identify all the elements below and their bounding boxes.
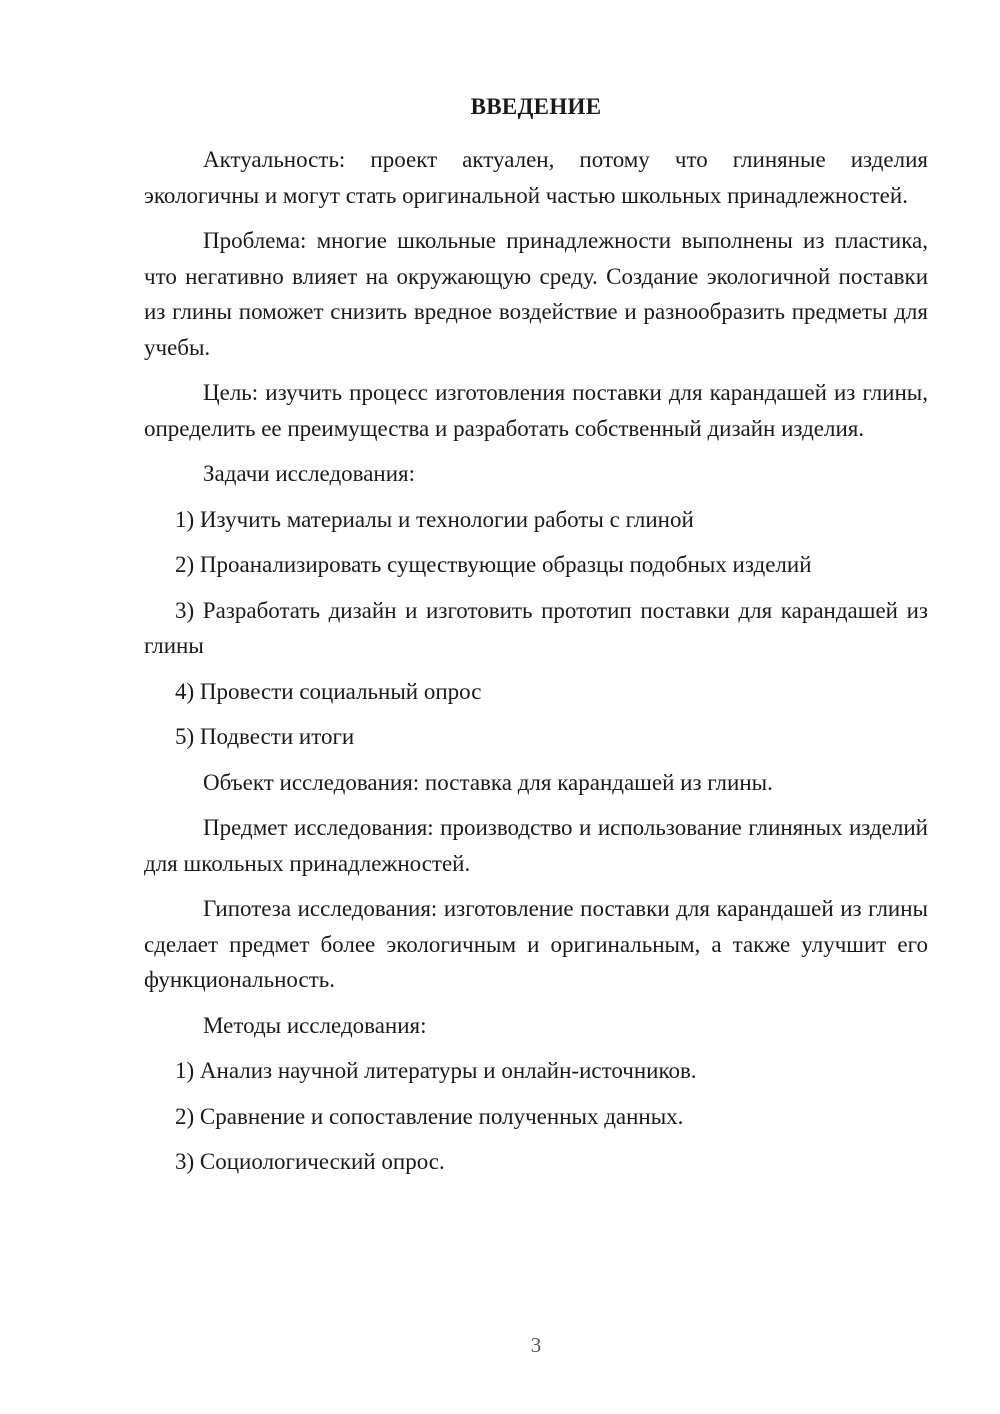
document-body — [144, 142, 928, 1190]
problem-paragraph: Проблема: многие школьные принадлежности выполнены из пластика, что негативно влияет на окружающую среду. Создание экологичной поставки из глины поможет снизить вредное воздействие и разнообразить предметы для учебы. — [144, 228, 928, 360]
relevance-paragraph: Актуальность: проект актуален, потому что глиняные изделия экологичны и могут стать оригинальной частью школьных принадлежностей. — [144, 147, 928, 208]
methods-heading: Методы исследования: — [203, 1012, 427, 1038]
research-object-paragraph: Объект исследования: поставка для карандашей из глины. — [203, 769, 773, 795]
tasks-heading: Задачи исследования: — [203, 461, 416, 486]
document-title: ВВЕДЕНИЕ — [470, 94, 602, 119]
method-item: 3) Социологический опрос. — [175, 1149, 445, 1174]
hypothesis-paragraph: Гипотеза исследования: изготовление поставки для карандашей из глины сделает предмет более экологичным и оригинальным, а также улучшит его функциональность. — [144, 896, 928, 992]
task-item: 3) Разработать дизайн и изготовить прототип поставки для карандашей из глины — [144, 597, 928, 658]
goal-paragraph: Цель: изучить процесс изготовления поставки для карандашей из глины, определить ее преимущества и разработать собственный дизайн изделия. — [144, 380, 928, 441]
task-item: 4) Провести социальный опрос — [175, 678, 482, 704]
method-item: 1) Анализ научной литературы и онлайн-источников. — [175, 1058, 697, 1083]
research-subject-paragraph: Предмет исследования: производство и использование глиняных изделий для школьных принадлежностей. — [144, 815, 928, 876]
method-item: 2) Сравнение и сопоставление полученных данных. — [175, 1103, 684, 1129]
task-item: 1) Изучить материалы и технологии работы с глиной — [175, 506, 694, 532]
page-number: 3 — [530, 1333, 542, 1357]
task-item: 5) Подвести итоги — [175, 724, 355, 749]
task-item: 2) Проанализировать существующие образцы подобных изделий — [175, 552, 812, 577]
